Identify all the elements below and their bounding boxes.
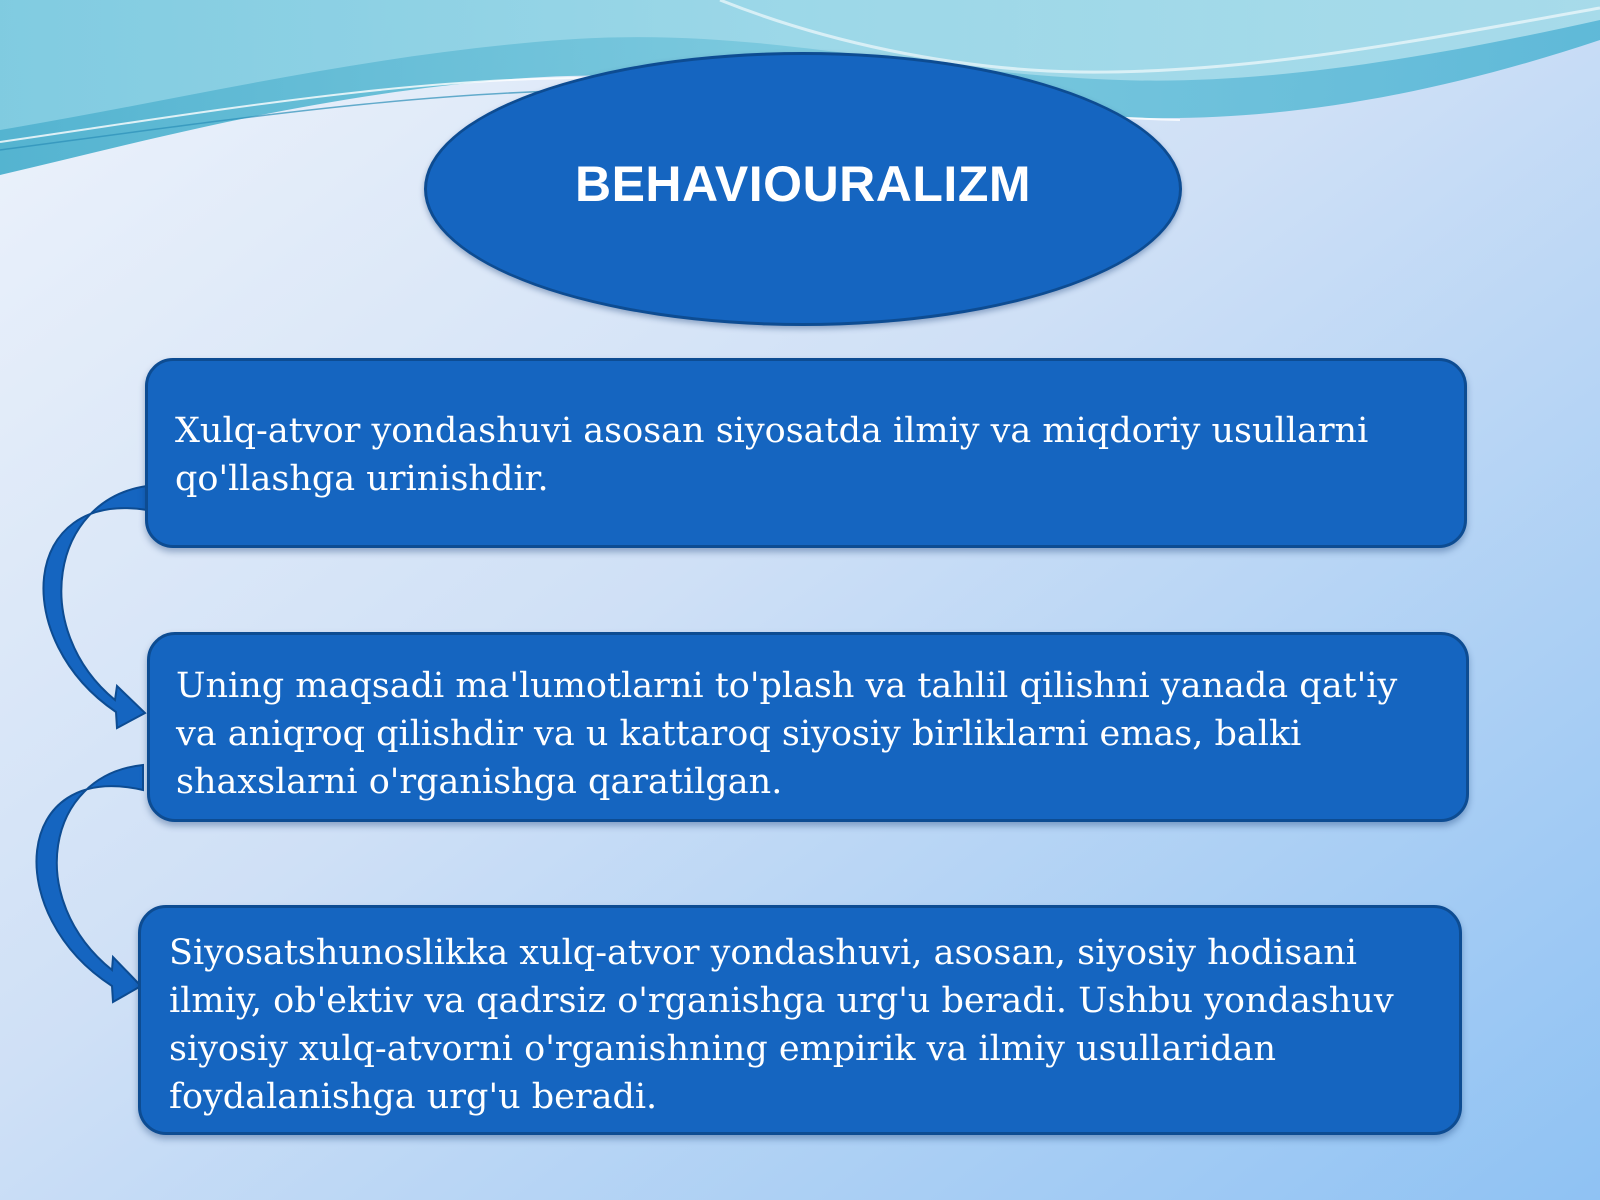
curved-arrow-2 <box>36 765 143 1002</box>
statement-box-1 <box>145 358 1467 548</box>
statement-text-3: Siyosatshunoslikka xulq-atvor yondashuvi, asosan, siyosiy hodisani ilmiy, ob'ektiv va qadrsiz o'rganishga urg'u beradi. Ushbu yondashuv siyosiy xulq-atvorni o'rganishning empirik va ilmiy usullaridan foydalanishga urg'u beradi. <box>169 933 1394 1117</box>
statement-text-1: Xulq-atvor yondashuvi asosan siyosatda ilmiy va miqdoriy usullarni qo'llashga urinishdir. <box>175 411 1369 499</box>
slide-title: BEHAVIOURALIZM <box>574 156 1032 212</box>
curved-arrow-1 <box>43 486 147 728</box>
statement-text-2: Uning maqsadi ma'lumotlarni to'plash va tahlil qilishni yanada qat'iy va aniqroq qilishdir va u kattaroq siyosiy birliklarni emas, balki shaxslarni o'rganishga qaratilgan. <box>176 666 1398 802</box>
statement-box-2 <box>147 632 1469 822</box>
title-ellipse <box>424 52 1182 326</box>
statement-box-3 <box>138 905 1462 1135</box>
